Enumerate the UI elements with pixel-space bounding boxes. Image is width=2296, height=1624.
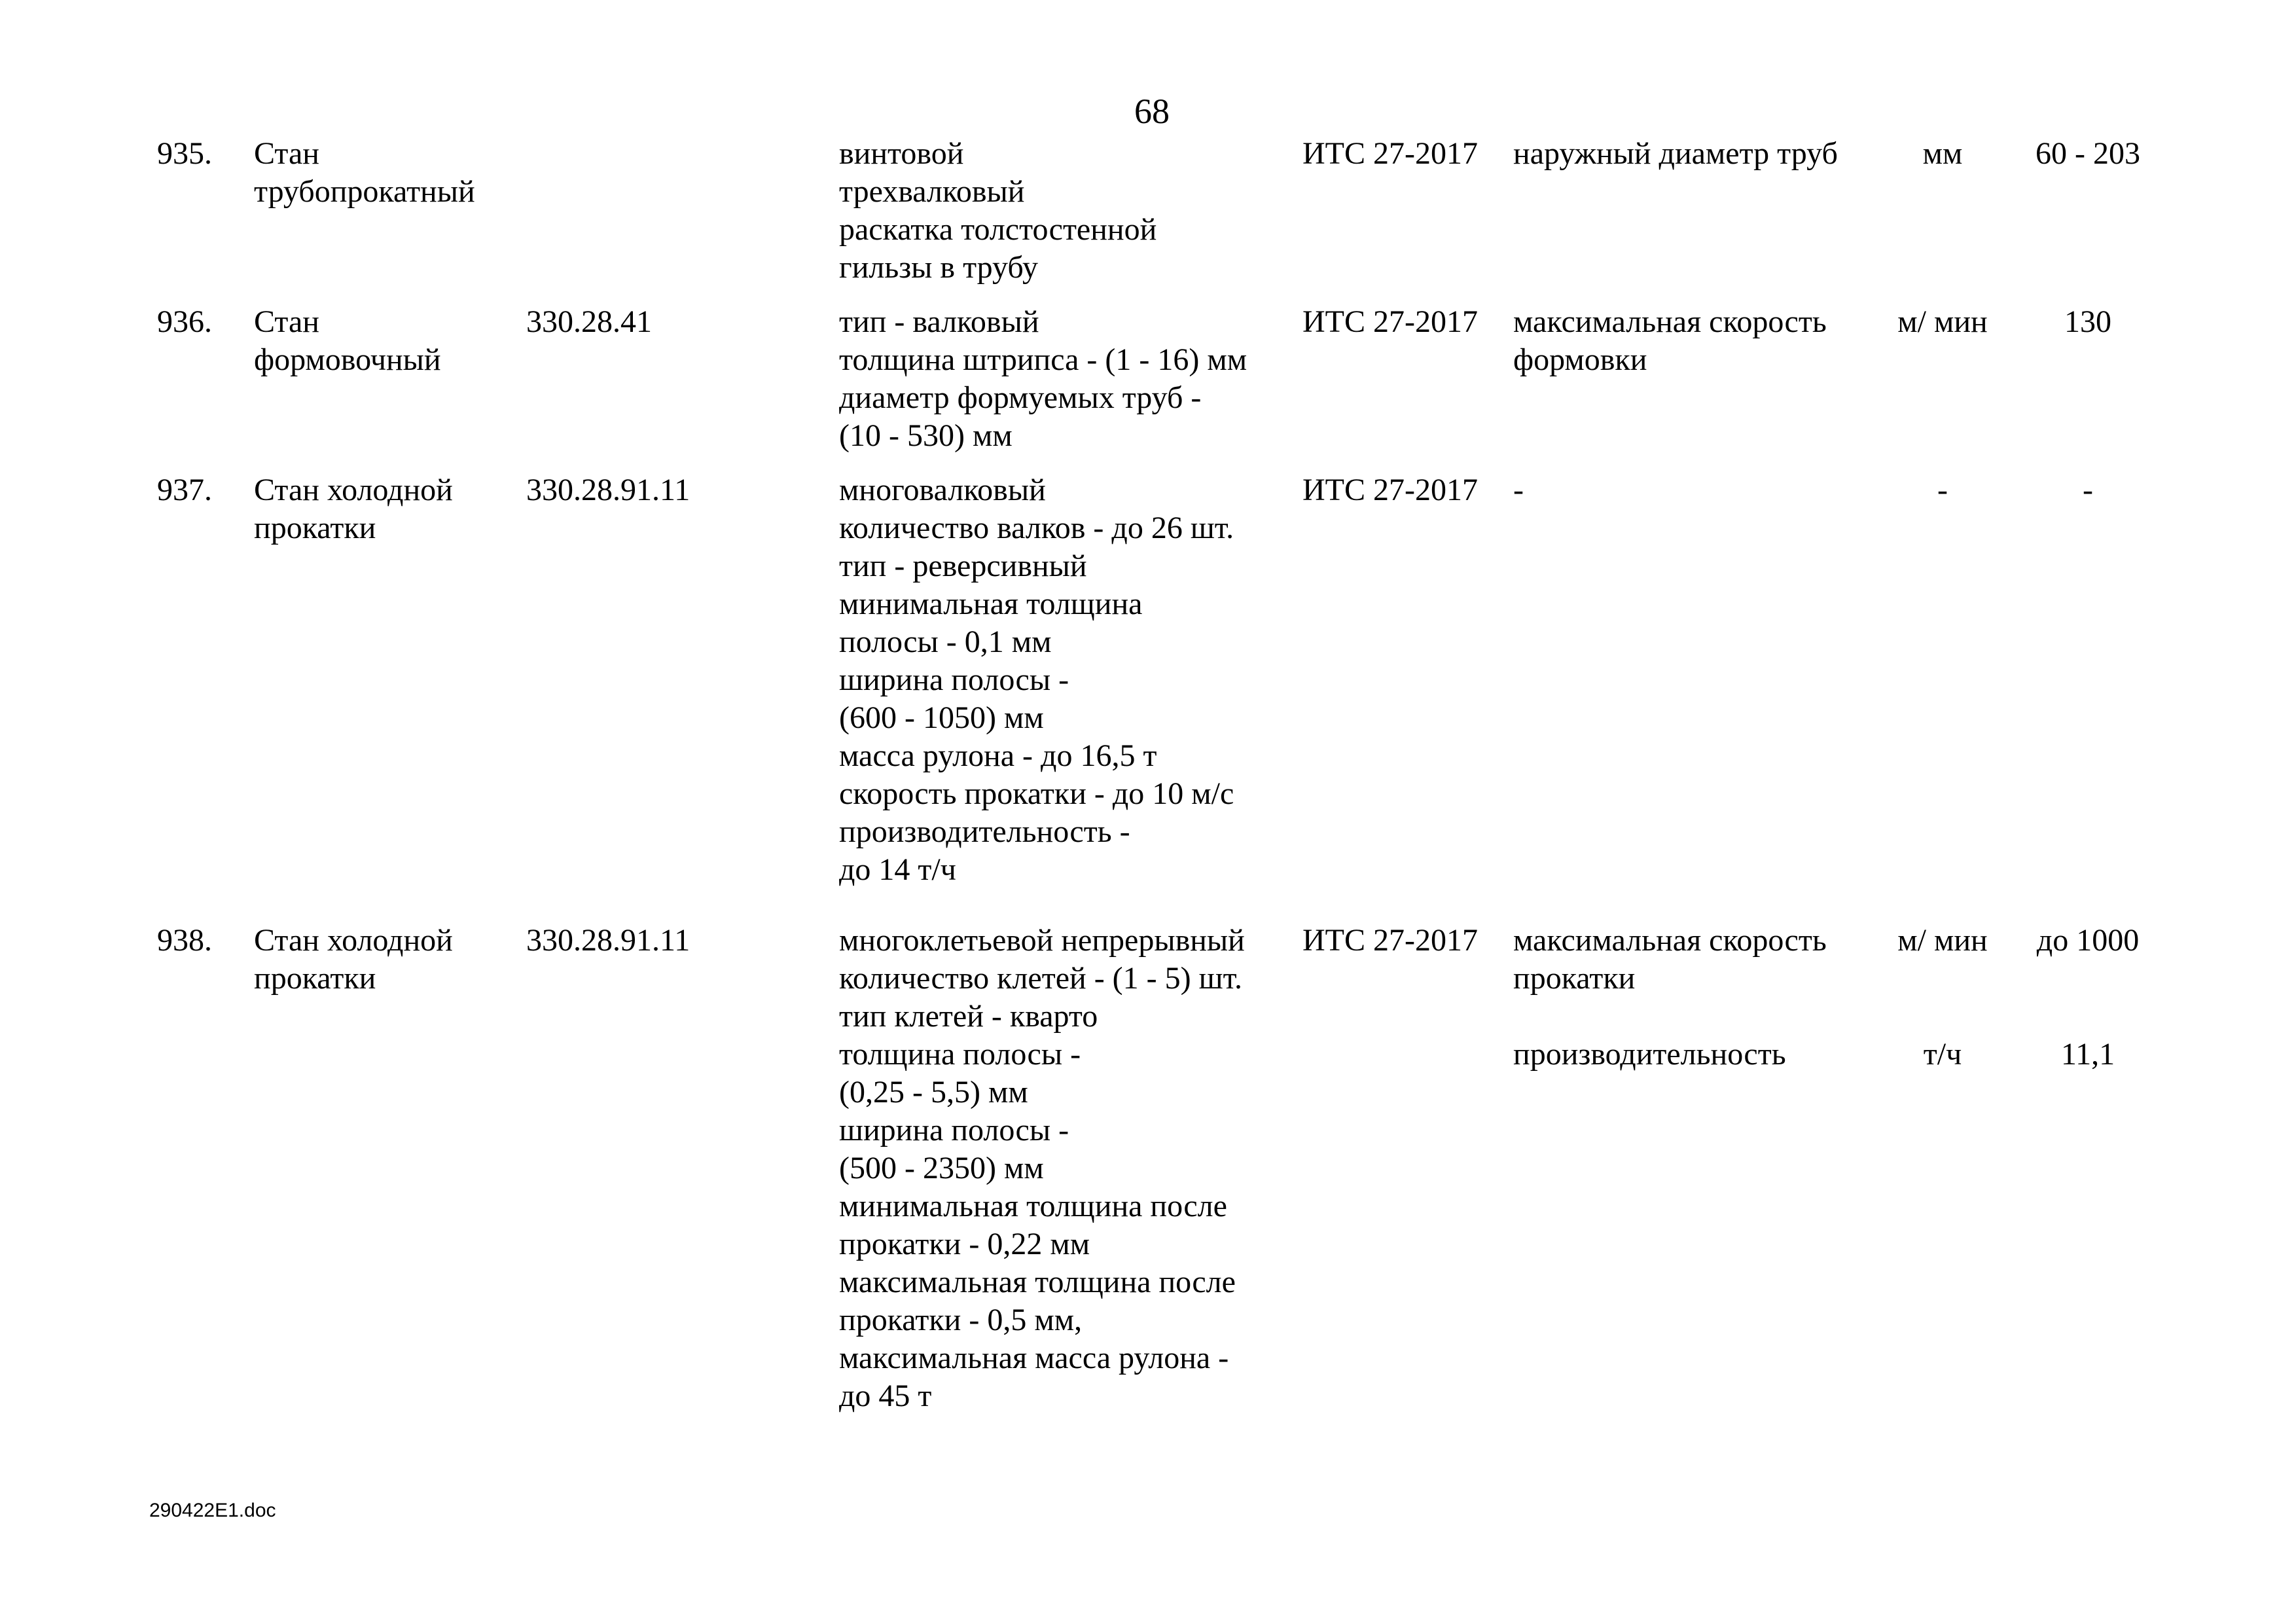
parameter-name: - — [1513, 473, 1524, 507]
parameter-value: 11,1 — [2060, 1037, 2115, 1072]
classification-code: 330.28.41 — [526, 304, 652, 339]
standard-reference: ИТС 27-2017 — [1302, 923, 1478, 958]
equipment-description: многовалковый количество валков - до 26 шт. тип - реверсивный минимальная толщина полосы - 0,1 мм ширина полосы - (600 - 1050) мм масса рулона - до 16,5 т скорость прокатки - до 10 м/с производительность - до 14 т/ч — [839, 473, 1234, 887]
classification-code: 330.28.91.11 — [526, 473, 691, 507]
parameter-value: 130 — [2064, 304, 2111, 339]
parameter-value: 60 - 203 — [2036, 136, 2140, 171]
parameter-name: максимальная скорость прокатки — [1513, 923, 1827, 996]
standard-reference: ИТС 27-2017 — [1302, 304, 1478, 339]
row-number: 938. — [157, 923, 212, 958]
parameter-value: - — [2083, 473, 2093, 507]
parameter-name: максимальная скорость формовки — [1513, 304, 1827, 377]
parameter-unit: м/ мин — [1897, 923, 1988, 958]
equipment-name: Стан формовочный — [254, 304, 441, 377]
parameter-unit: мм — [1922, 136, 1963, 171]
parameter-value: до 1000 — [2036, 923, 2140, 958]
equipment-description: винтовой трехвалковый раскатка толстостенной гильзы в трубу — [839, 136, 1157, 285]
parameter-unit: - — [1937, 473, 1948, 507]
row-number: 935. — [157, 136, 212, 171]
parameter-unit: м/ мин — [1897, 304, 1988, 339]
page-number: 68 — [1134, 92, 1170, 131]
classification-code: 330.28.91.11 — [526, 923, 691, 958]
equipment-name: Стан холодной прокатки — [254, 473, 453, 545]
row-number: 937. — [157, 473, 212, 507]
row-number: 936. — [157, 304, 212, 339]
standard-reference: ИТС 27-2017 — [1302, 473, 1478, 507]
standard-reference: ИТС 27-2017 — [1302, 136, 1478, 171]
parameter-unit: т/ч — [1923, 1037, 1962, 1072]
equipment-description: тип - валковый толщина штрипса - (1 - 16) мм диаметр формуемых труб - (10 - 530) мм — [839, 304, 1247, 453]
equipment-name: Стан трубопрокатный — [254, 136, 475, 209]
file-name-footer: 290422E1.doc — [149, 1500, 276, 1521]
parameter-name: производительность — [1513, 1037, 1786, 1072]
equipment-description: многоклетьевой непрерывный количество клетей - (1 - 5) шт. тип клетей - кварто толщина полосы - (0,25 - 5,5) мм ширина полосы - (500 - 2350) мм минимальная толщина после прокатки - 0,22 мм максимальная толщина после прокатки - 0,5 мм, максимальная масса рулона - до 45 т — [839, 923, 1245, 1413]
equipment-name: Стан холодной прокатки — [254, 923, 453, 996]
parameter-name: наружный диаметр труб — [1513, 136, 1838, 171]
